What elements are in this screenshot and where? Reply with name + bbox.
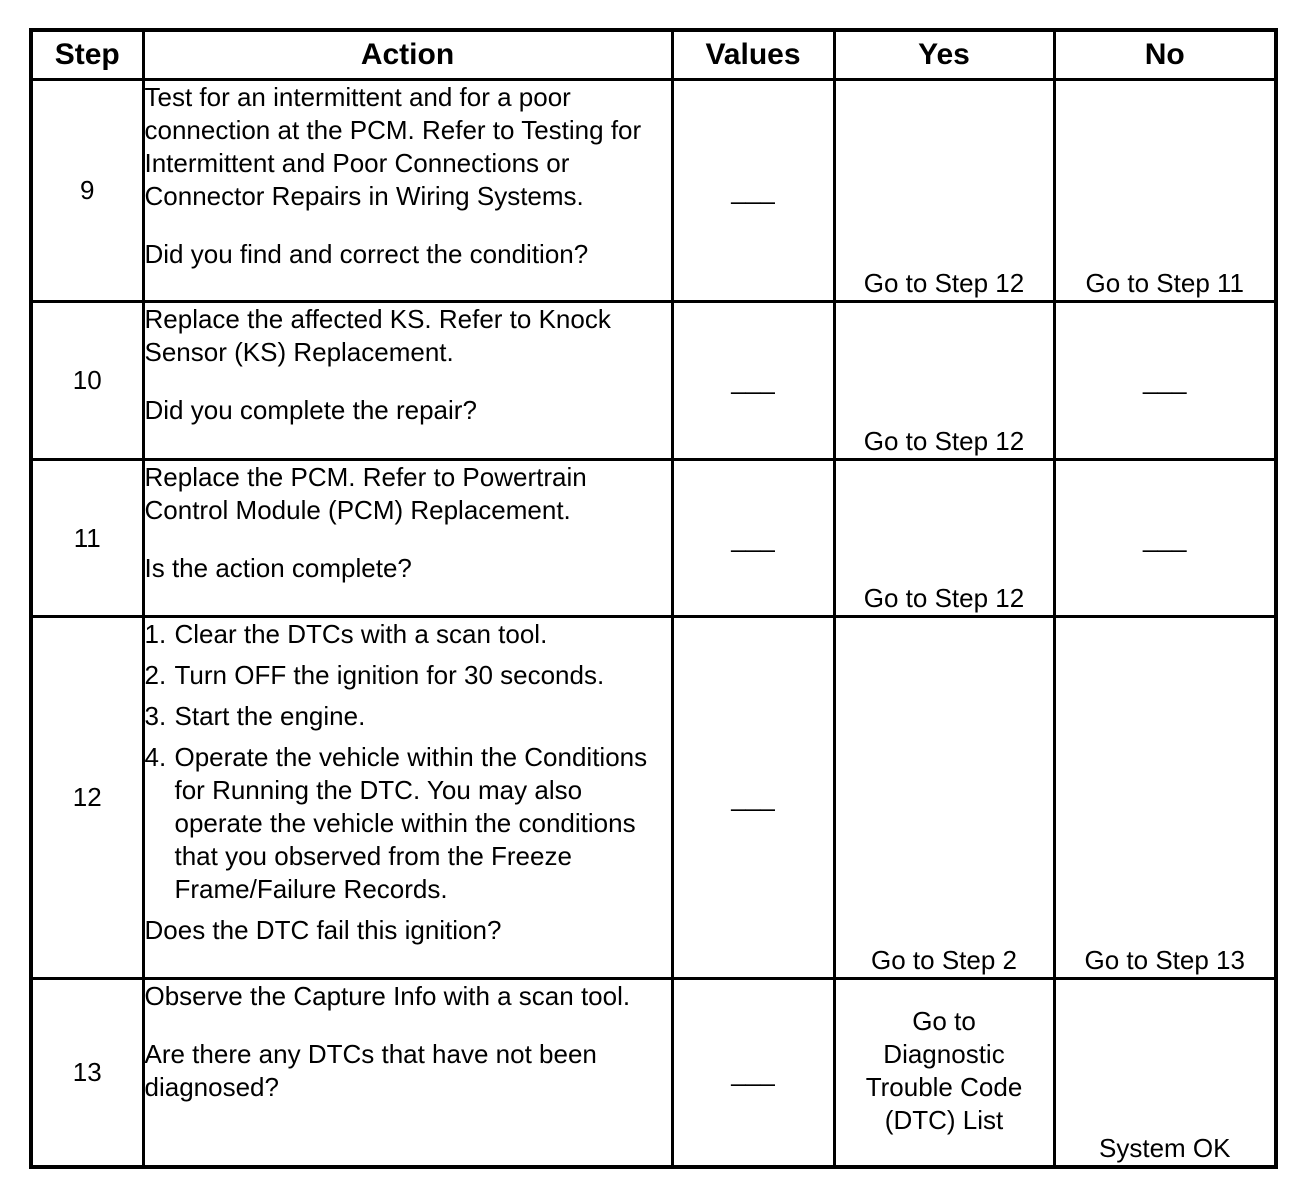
list-item-text: Clear the DTCs with a scan tool. (174, 619, 548, 649)
action-cell (143, 979, 672, 1167)
list-item-text: Start the engine. (174, 701, 366, 731)
action-list (145, 618, 671, 906)
list-item-number: 2. (144, 660, 167, 690)
table-row-step-9 (31, 80, 1276, 302)
step-number: 9 (31, 80, 143, 302)
action-text: Replace the affected KS. Refer to Knock Sensor (KS) Replacement. (144, 304, 611, 367)
header-no: No (1054, 30, 1276, 80)
list-item-number: 4. (144, 742, 167, 772)
action-text: Test for an intermittent and for a poor connection at the PCM. Refer to Testing for Intermittent and Poor Connections or Connector Repairs in Wiring Systems. (144, 82, 642, 211)
table-row-step-10 (31, 302, 1276, 460)
action-cell (143, 617, 672, 979)
table-row-step-13 (31, 979, 1276, 1167)
list-item-number: 1. (144, 619, 167, 649)
action-question: Are there any DTCs that have not been diagnosed? (144, 1039, 597, 1102)
values-cell: ___ (672, 302, 834, 460)
list-item-text: Turn OFF the ignition for 30 seconds. (174, 660, 605, 690)
yes-cell: Go to Step 12 (834, 80, 1054, 302)
list-item (145, 741, 671, 906)
values-cell: ___ (672, 617, 834, 979)
list-item (145, 700, 671, 733)
step-number: 12 (31, 617, 143, 979)
action-cell (143, 80, 672, 302)
action-cell (143, 460, 672, 617)
no-cell: ___ (1054, 460, 1276, 617)
action-text: Replace the PCM. Refer to Powertrain Control Module (PCM) Replacement. (144, 462, 587, 525)
list-item (145, 618, 671, 651)
no-cell: Go to Step 11 (1054, 80, 1276, 302)
step-number: 10 (31, 302, 143, 460)
yes-cell: Go to Step 2 (834, 617, 1054, 979)
action-question: Did you complete the repair? (144, 395, 477, 425)
no-cell: ___ (1054, 302, 1276, 460)
header-values: Values (672, 30, 834, 80)
yes-cell: Go to Step 12 (834, 460, 1054, 617)
values-cell: ___ (672, 979, 834, 1167)
list-item-number: 3. (144, 701, 167, 731)
action-question: Did you find and correct the condition? (144, 239, 589, 269)
action-cell (143, 302, 672, 460)
list-item-text: Operate the vehicle within the Conditions for Running the DTC. You may also operate the vehicle within the conditions that you observed from the Freeze Frame/Failure Records. (174, 742, 648, 904)
values-cell: ___ (672, 80, 834, 302)
values-cell: ___ (672, 460, 834, 617)
action-text: Observe the Capture Info with a scan tool. (144, 981, 631, 1011)
diagnostic-table (29, 28, 1278, 1169)
header-action: Action (143, 30, 672, 80)
action-question: Does the DTC fail this ignition? (144, 915, 502, 945)
no-cell: System OK (1054, 979, 1276, 1167)
yes-cell: Go to Diagnostic Trouble Code (DTC) List (834, 979, 1054, 1167)
header-row (31, 30, 1276, 80)
action-question: Is the action complete? (144, 553, 412, 583)
yes-cell: Go to Step 12 (834, 302, 1054, 460)
table-row-step-11 (31, 460, 1276, 617)
header-step: Step (31, 30, 143, 80)
header-yes: Yes (834, 30, 1054, 80)
step-number: 13 (31, 979, 143, 1167)
list-item (145, 659, 671, 692)
no-cell: Go to Step 13 (1054, 617, 1276, 979)
step-number: 11 (31, 460, 143, 617)
table-row-step-12 (31, 617, 1276, 979)
